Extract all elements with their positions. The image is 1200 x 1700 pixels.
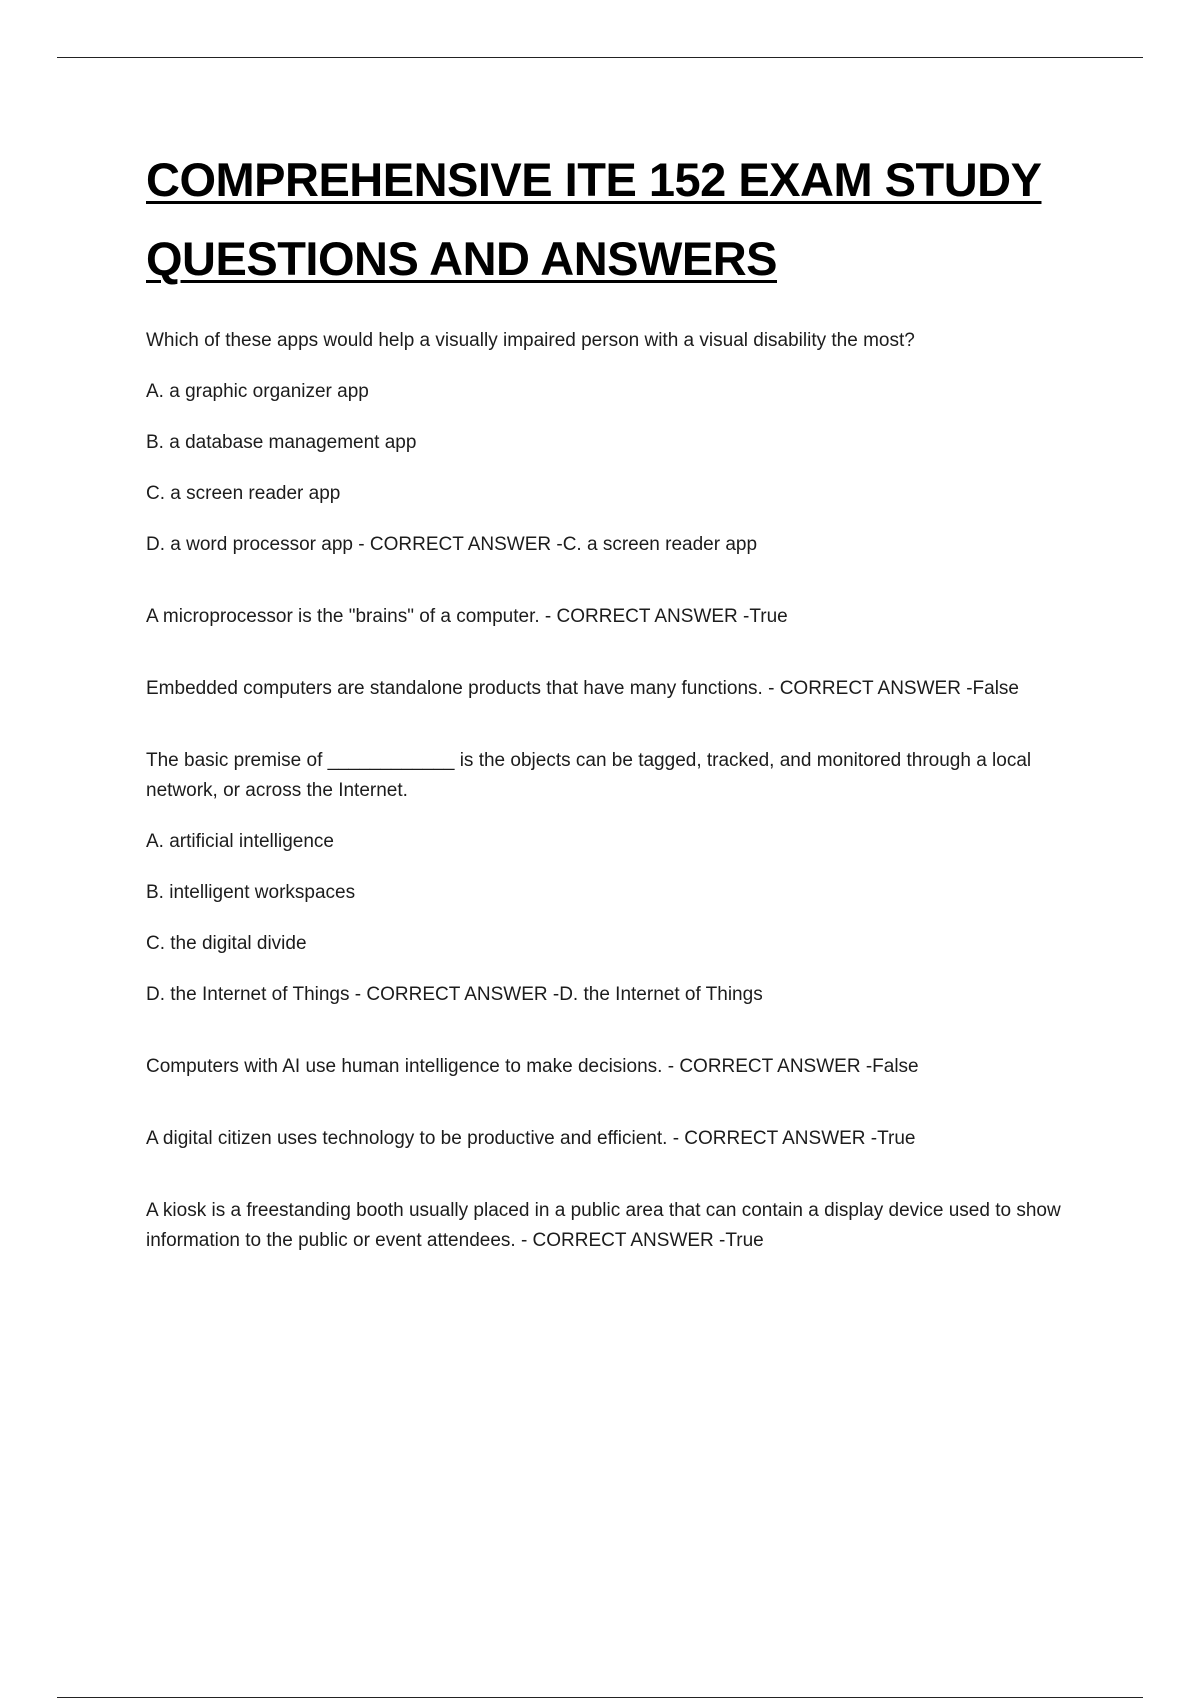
qa-item (146, 1052, 1096, 1082)
qa-item (146, 326, 1096, 560)
document-body (146, 140, 1096, 1256)
qa-list (146, 326, 1096, 1256)
question-text: Embedded computers are standalone products that have many functions. - CORRECT ANSWER -False (146, 678, 1019, 699)
question-text: A microprocessor is the "brains" of a computer. - CORRECT ANSWER -True (146, 606, 788, 627)
qa-item (146, 1124, 1096, 1154)
title-line-1: COMPREHENSIVE ITE 152 EXAM STUDY (146, 153, 1042, 206)
answer-option: B. intelligent workspaces (146, 882, 356, 903)
qa-item (146, 1196, 1096, 1256)
document-title (146, 140, 1096, 298)
answer-option: A. a graphic organizer app (146, 381, 369, 402)
answer-option: B. a database management app (146, 432, 417, 453)
title-line-2: QUESTIONS AND ANSWERS (146, 232, 777, 285)
header-rule (57, 57, 1143, 58)
question-text: A kiosk is a freestanding booth usually placed in a public area that can contain a display device used to show information to the public or event attendees. - CORRECT ANSWER -True (146, 1200, 1061, 1251)
question-text: Computers with AI use human intelligence to make decisions. - CORRECT ANSWER -False (146, 1056, 919, 1077)
question-text: A digital citizen uses technology to be productive and efficient. - CORRECT ANSWER -True (146, 1128, 916, 1149)
qa-item (146, 602, 1096, 632)
qa-item (146, 674, 1096, 704)
qa-item (146, 746, 1096, 1010)
answer-option: C. the digital divide (146, 933, 307, 954)
question-text: The basic premise of ____________ is the objects can be tagged, tracked, and monitored through a local network, or across the Internet. (146, 750, 1032, 801)
answer-option-with-correct-answer: D. a word processor app - CORRECT ANSWER -C. a screen reader app (146, 534, 758, 555)
answer-option-with-correct-answer: D. the Internet of Things - CORRECT ANSWER -D. the Internet of Things (146, 984, 763, 1005)
answer-option: A. artificial intelligence (146, 831, 334, 852)
footer-rule (57, 1697, 1143, 1698)
question-text: Which of these apps would help a visually impaired person with a visual disability the most? (146, 330, 915, 351)
answer-option: C. a screen reader app (146, 483, 341, 504)
